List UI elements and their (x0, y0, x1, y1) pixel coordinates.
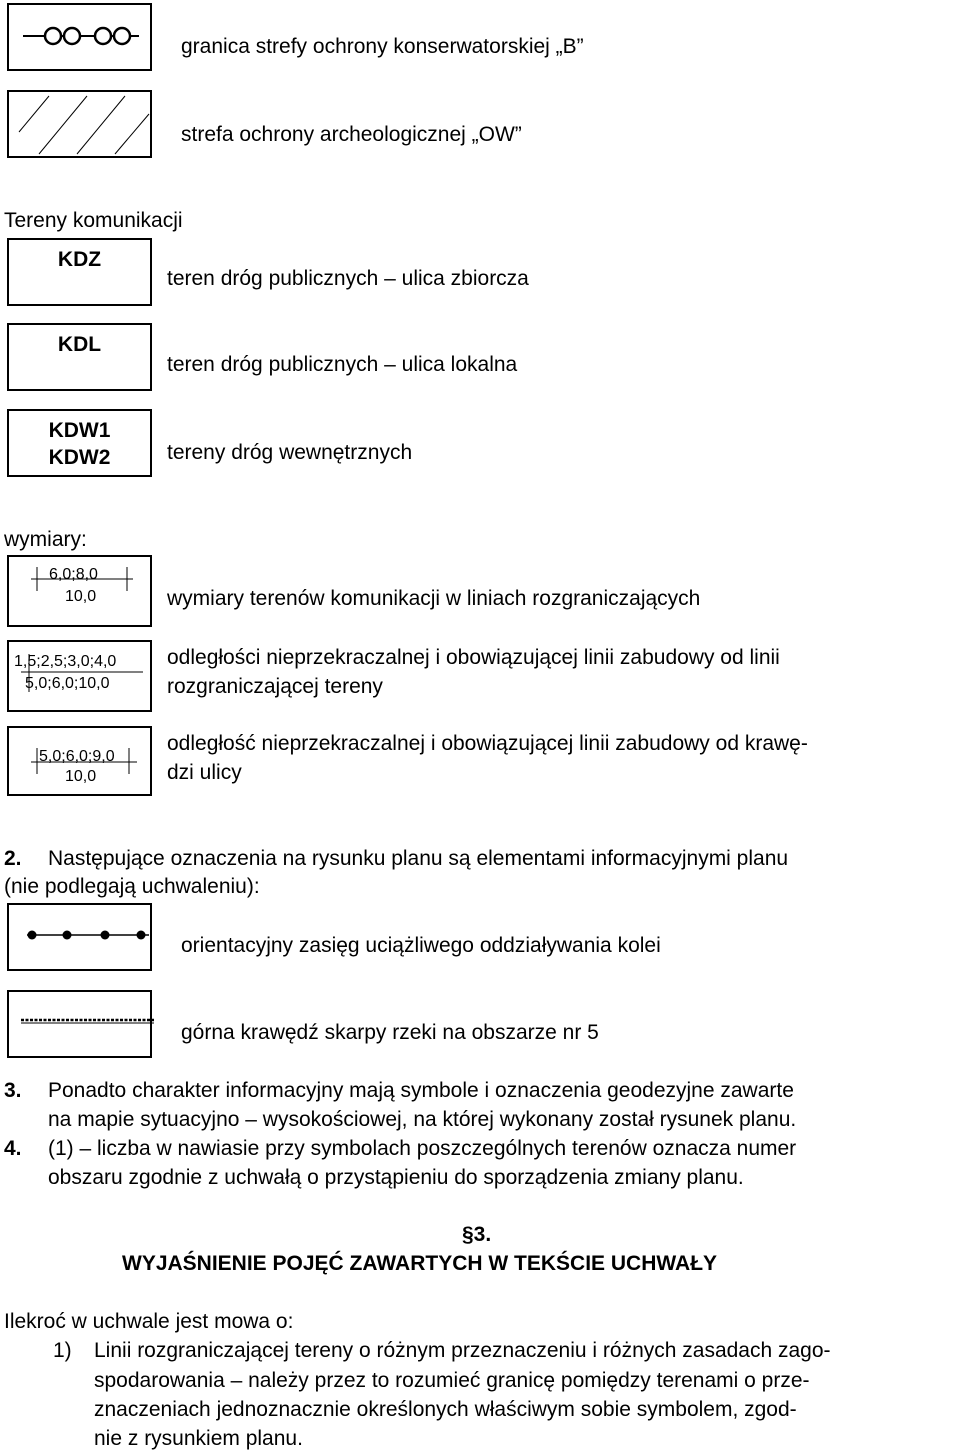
dimension-label-2b: rozgraniczającej tereny (167, 675, 383, 698)
dimension-bottom-3: 10,0 (65, 768, 97, 785)
definition-line-1b: spodarowania – należy przez to rozumieć granicę pomiędzy terenami o prze- (94, 1369, 810, 1392)
dimension-label-3a: odległość nieprzekraczalnej i obowiązującej linii zabudowy od krawę- (167, 732, 808, 755)
communication-heading: Tereny komunikacji (4, 209, 183, 232)
info-label-escarpment: górna krawędź skarpy rzeki na obszarze nr 5 (181, 1021, 599, 1044)
section2-text-line2: (nie podlegają uchwaleniu): (4, 875, 260, 898)
dimension-bottom-1: 10,0 (65, 588, 97, 605)
legend-box-conservation-zone (7, 3, 152, 71)
code-kdl: KDL (57, 333, 102, 356)
dimensions-heading: wymiary: (4, 528, 87, 551)
code-kdz: KDZ (57, 248, 102, 271)
info-label-railway: orientacyjny zasięg uciążliwego oddziaływania kolei (181, 934, 661, 957)
legend-box-archaeological-zone (7, 90, 152, 158)
info-box-railway (7, 903, 152, 971)
ring-chain-line-icon (9, 5, 154, 73)
definition-line-1d: nie z rysunkiem planu. (94, 1427, 303, 1450)
dimension-box-3 (7, 726, 152, 796)
code-kdw1: KDW1 (48, 419, 111, 442)
section3-text-line1: Ponadto charakter informacyjny mają symbole i oznaczenia geodezyjne zawarte (48, 1079, 794, 1102)
dimension-top-3: 5,0;6,0;9,0 (39, 748, 115, 765)
dimension-label-1: wymiary terenów komunikacji w liniach rozgraniczających (167, 587, 701, 610)
section4-number: 4. (4, 1137, 22, 1160)
dimension-label-3b: dzi ulicy (167, 761, 242, 784)
code-box-kdw (7, 409, 152, 477)
section2-number: 2. (4, 847, 22, 870)
definitions-intro: Ilekroć w uchwale jest mowa o: (4, 1310, 294, 1333)
label-kdw: tereny dróg wewnętrznych (167, 441, 413, 464)
code-box-kdl (7, 323, 152, 391)
dimension-box-1 (7, 555, 152, 627)
dimension-bottom-2: 5,0;6,0;10,0 (25, 675, 110, 692)
diagonal-hatch-icon (9, 92, 154, 160)
paragraph-symbol: §3. (462, 1223, 492, 1246)
section4-text-line2: obszaru zgodnie z uchwałą o przystąpieniu do sporządzenia zmiany planu. (48, 1166, 744, 1189)
dotted-line-icon (9, 905, 154, 973)
label-kdl: teren dróg publicznych – ulica lokalna (167, 353, 518, 376)
definition-line-1a: Linii rozgraniczającej tereny o różnym przeznaczeniu i różnych zasadach zago- (94, 1339, 831, 1362)
section3-text-line2: na mapie sytuacyjno – wysokościowej, na której wykonany został rysunek planu. (48, 1108, 797, 1131)
dimension-label-2a: odległości nieprzekraczalnej i obowiązującej linii zabudowy od linii (167, 646, 780, 669)
section4-text-line1: (1) – liczba w nawiasie przy symbolach poszczególnych terenów oznacza numer (48, 1137, 797, 1160)
legend-label-conservation-zone: granica strefy ochrony konserwatorskiej „B” (181, 35, 584, 58)
legend-label-archaeological-zone: strefa ochrony archeologicznej „OW” (181, 123, 522, 146)
code-kdw2: KDW2 (48, 446, 111, 469)
label-kdz: teren dróg publicznych – ulica zbiorcza (167, 267, 529, 290)
paragraph-title: WYJAŚNIENIE POJĘĆ ZAWARTYCH W TEKŚCIE UCHWAŁY (122, 1252, 718, 1275)
info-box-escarpment (7, 990, 152, 1058)
definition-line-1c: znaczeniach jednoznacznie określonych właściwym sobie symbolem, zgod- (94, 1398, 797, 1421)
section2-text-line1: Następujące oznaczenia na rysunku planu są elementami informacyjnymi planu (48, 847, 789, 870)
dimension-top-2: 1,5;2,5;3,0;4,0 (14, 653, 117, 670)
section3-number: 3. (4, 1079, 22, 1102)
escarpment-line-icon (9, 992, 154, 1060)
code-box-kdz (7, 238, 152, 306)
dimension-box-2 (7, 640, 152, 712)
dimension-top-1: 6,0;8,0 (49, 566, 98, 583)
definition-number-1: 1) (53, 1339, 72, 1362)
